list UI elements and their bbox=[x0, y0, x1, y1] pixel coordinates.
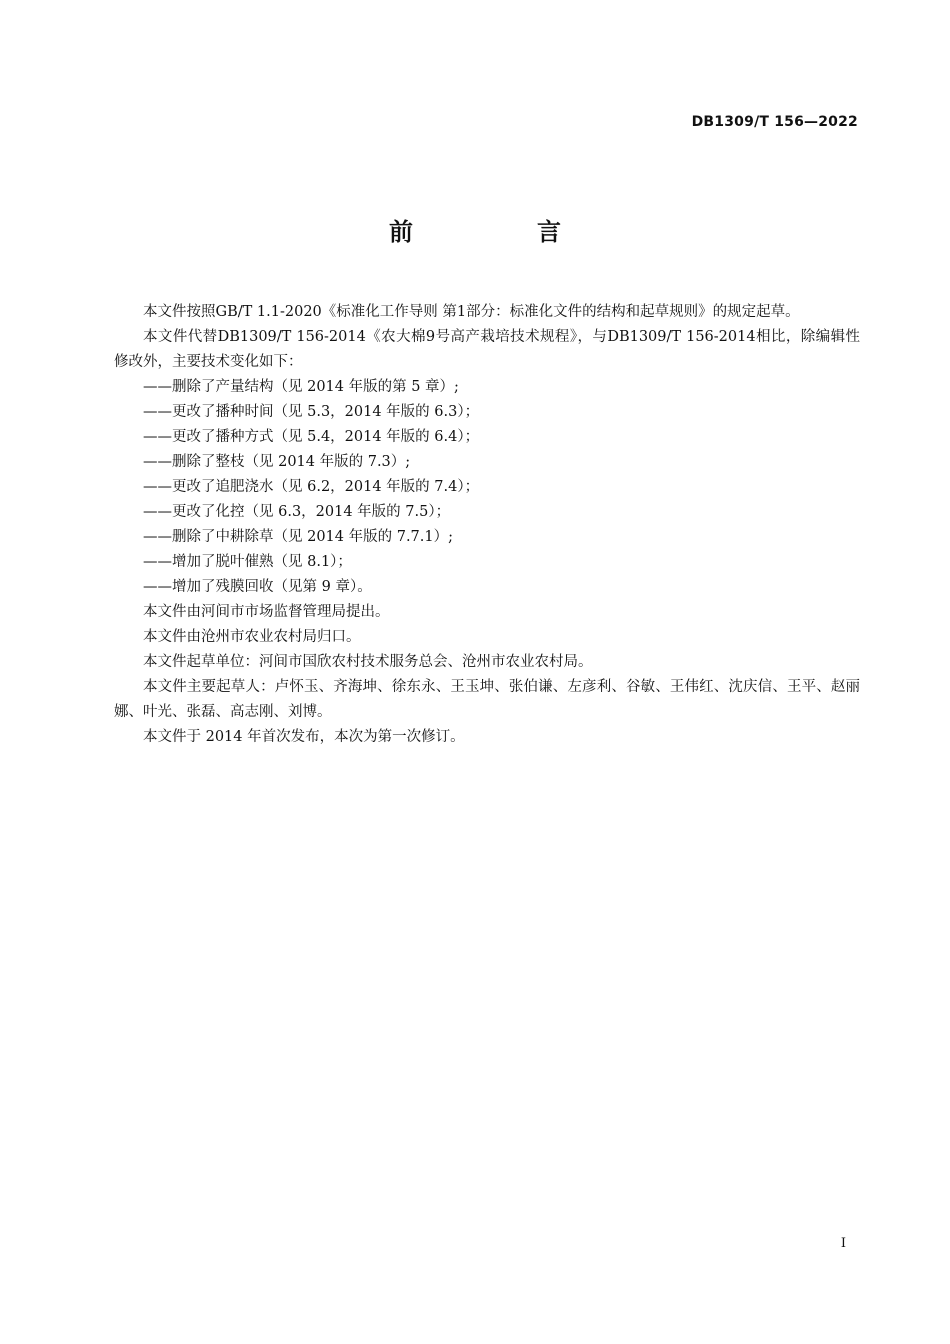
paragraph-replacement: 本文件代替DB1309/T 156-2014《农大棉9号高产栽培技术规程》，与DB1309/T 156-2014相比，除编辑性修改外，主要技术变化如下： bbox=[114, 329, 860, 370]
paragraph-centralized-unit: 本文件由沧州市农业农村局归口。 bbox=[143, 629, 361, 645]
paragraph-drafters: 本文件主要起草人：卢怀玉、齐海坤、徐东永、王玉坤、张伯谦、左彦利、谷敏、王伟红、沈庆信、王平、赵丽娜、叶光、张磊、高志刚、刘博。 bbox=[114, 679, 860, 720]
change-item: ——更改了播种方式（见 5.4，2014 年版的 6.4）； bbox=[143, 429, 480, 445]
change-item: ——删除了整枝（见 2014 年版的 7.3）; bbox=[143, 454, 411, 470]
change-item: ——增加了残膜回收（见第 9 章）。 bbox=[143, 579, 372, 595]
change-item: ——更改了化控（见 6.3，2014 年版的 7.5）； bbox=[143, 504, 451, 520]
document-code: DB1309/T 156—2022 bbox=[691, 114, 858, 130]
document-body bbox=[114, 300, 860, 750]
paragraph-proposer: 本文件由河间市市场监督管理局提出。 bbox=[143, 604, 390, 620]
page-title: 前 言 bbox=[389, 218, 611, 246]
paragraph-drafting-units: 本文件起草单位：河间市国欣农村技术服务总会、沧州市农业农村局。 bbox=[143, 654, 593, 670]
change-item: ——更改了追肥浇水（见 6.2，2014 年版的 7.4）； bbox=[143, 479, 480, 495]
change-item: ——删除了中耕除草（见 2014 年版的 7.7.1）; bbox=[143, 529, 454, 545]
change-item: ——更改了播种时间（见 5.3，2014 年版的 6.3）； bbox=[143, 404, 480, 420]
change-item: ——增加了脱叶催熟（见 8.1）； bbox=[143, 554, 352, 570]
page-number: I bbox=[840, 1236, 846, 1251]
paragraph-publication-history: 本文件于 2014 年首次发布，本次为第一次修订。 bbox=[143, 729, 465, 745]
paragraph-standard-basis: 本文件按照GB/T 1.1-2020《标准化工作导则 第1部分：标准化文件的结构和起草规则》的规定起草。 bbox=[143, 304, 800, 320]
change-item: ——删除了产量结构（见 2014 年版的第 5 章）; bbox=[143, 379, 459, 395]
